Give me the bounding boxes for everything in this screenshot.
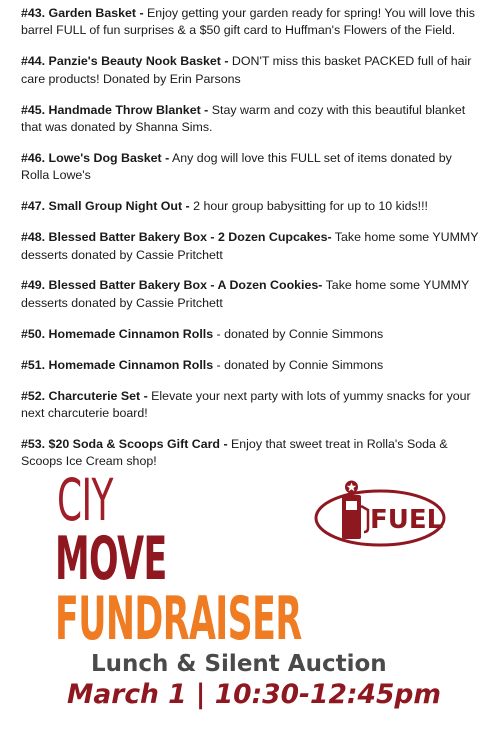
item-description: Enjoy getting your garden ready for spring! You will love this barrel FULL of fun surprises & a $50 gift card to Huffman's Flowers of the Field. [21,6,475,38]
item-description: Stay warm and cozy with this beautiful blanket that was donated by Shanna Sims. [21,102,466,135]
auction-item-44 [21,53,483,88]
event-date: March 1 | 10:30-12:45pm [67,679,441,710]
item-description: DON'T miss this basket PACKED full of hair care products! Donated by Erin Parsons [21,54,472,86]
banner-line-move: MOVE [55,524,167,594]
auction-item-46 [21,150,483,185]
item-title: #43. Garden Basket - [21,6,144,20]
auction-item-list [21,5,483,484]
banner-line-fundraiser: FUNDRAISER [55,584,302,654]
item-title: #48. Blessed Batter Bakery Box - 2 Dozen Cupcakes- [21,230,332,245]
item-title: #52. Charcuterie Set - [21,388,148,403]
item-description: 2 hour group babysitting for up to 10 kids!!! [189,199,428,214]
logo-wordmark: FUEL [370,505,444,535]
item-title: #50. Homemade Cinnamon Rolls [21,326,217,341]
fuel-logo [312,478,448,550]
event-banner [0,466,499,734]
auction-item-43 [21,5,483,40]
auction-item-52 [21,388,483,423]
auction-item-50 [21,326,483,343]
item-title: #47. Small Group Night Out - [21,199,190,214]
event-subtitle: Lunch & Silent Auction [91,651,387,677]
item-title: #51. Homemade Cinnamon Rolls [21,357,217,372]
item-description: - donated by Connie Simmons [216,326,384,341]
item-title: #44. Panzie's Beauty Nook Basket - [21,54,229,69]
banner-line-ciy: CIY [57,466,113,534]
item-description: Enjoy that sweet treat in Rolla's Soda & Scoops Ice Cream shop! [21,436,448,469]
item-description: Elevate your next party with lots of yummy snacks for your next charcuterie board! [21,388,471,420]
auction-item-45 [21,102,483,137]
item-description: Any dog will love this FULL set of items donated by Rolla Lowe's [21,150,452,183]
item-description: Take home some YUMMY desserts donated by Cassie Pritchett [21,230,479,262]
item-title: #49. Blessed Batter Bakery Box - A Dozen Cookies- [21,278,323,293]
auction-item-49 [21,277,483,312]
item-title: #46. Lowe's Dog Basket - [21,150,170,165]
item-title: #53. $20 Soda & Scoops Gift Card - [21,436,228,451]
auction-item-47 [21,198,483,215]
auction-item-51 [21,357,483,374]
auction-item-48 [21,229,483,264]
item-description: Take home some YUMMY desserts donated by Cassie Pritchett [21,278,470,310]
item-title: #45. Handmade Throw Blanket - [21,102,209,117]
item-description: - donated by Connie Simmons [216,357,384,372]
